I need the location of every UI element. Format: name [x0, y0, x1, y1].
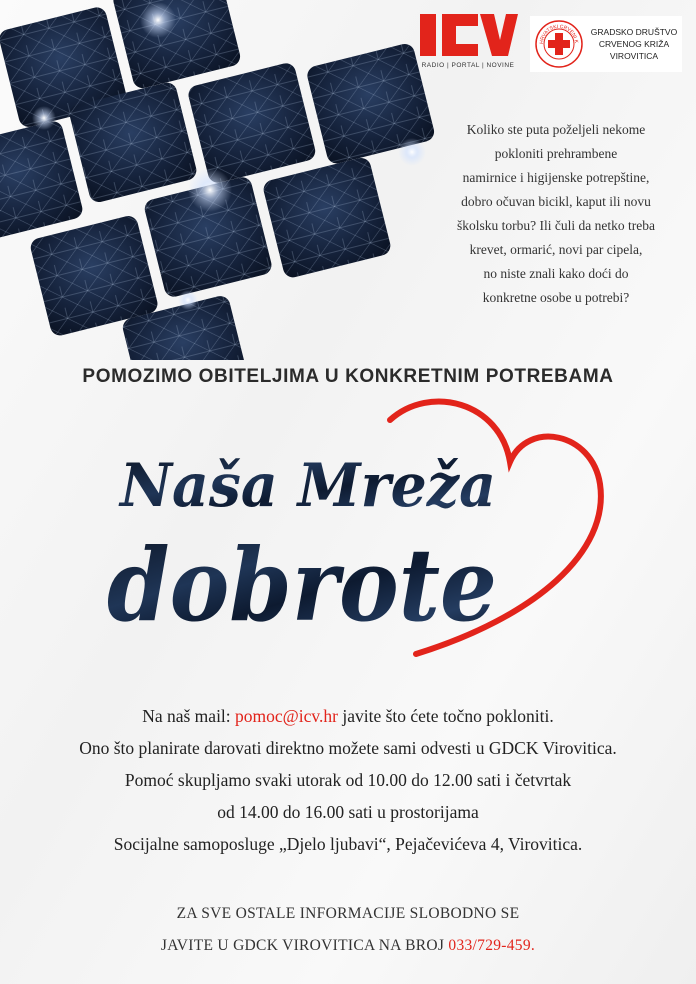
title-line-2: dobrote [107, 526, 497, 644]
red-cross-seal-text: HRVATSKI CRVENI K [538, 23, 580, 45]
headline: POMOZIMO OBITELJIMA U KONKRETNIM POTREBAMA [82, 366, 614, 387]
icv-tagline: RADIO | PORTAL | NOVINE [421, 62, 515, 69]
red-cross-name [588, 26, 680, 62]
contact-footer [0, 898, 696, 962]
body-line-2: Ono što planirate darovati direktno možete sami odvesti u GDCK Virovitica. [79, 738, 617, 758]
network-tiles-graphic [0, 0, 460, 360]
campaign-title [80, 440, 540, 650]
red-cross-icon [534, 19, 584, 69]
phone-number[interactable]: 033/729-459. [448, 937, 536, 954]
intro-line: no niste znali kako doći do [483, 266, 629, 281]
icv-logo [418, 14, 518, 76]
info-body [0, 700, 696, 860]
body-line-3: Pomoć skupljamo svaki utorak od 10.00 do 12.00 sati i četvrtak [124, 770, 572, 790]
intro-line: konkretne osobe u potrebi? [482, 290, 630, 305]
body-line1-suffix: javite što ćete točno pokloniti. [337, 706, 554, 726]
body-line1-prefix: Na naš mail: [142, 706, 236, 726]
footer-line-1: ZA SVE OSTALE INFORMACIJE SLOBODNO SE [176, 905, 520, 922]
footer-line2-prefix: JAVITE U GDCK VIROVITICA NA BROJ [160, 937, 449, 954]
body-line-email [0, 700, 696, 732]
email-link[interactable]: pomoc@icv.hr [235, 706, 338, 726]
red-cross-name-line2: CRVENOG KRIŽA [598, 39, 670, 49]
intro-line: pokloniti prehrambene [494, 146, 618, 161]
red-cross-logo [530, 16, 682, 72]
footer-line-2 [0, 930, 696, 962]
red-cross-name-line1: GRADSKO DRUŠTVO [590, 27, 678, 37]
intro-line: krevet, ormarić, novi par cipela, [469, 242, 643, 257]
intro-line: namirnice i higijenske potrepštine, [462, 170, 650, 185]
intro-line: dobro očuvan bicikl, kaput ili novu [461, 194, 651, 209]
intro-line: Koliko ste puta poželjeli nekome [466, 122, 646, 137]
title-line-1: Naša Mreža [118, 451, 496, 521]
intro-paragraph [438, 118, 674, 310]
intro-line: školsku torbu? Ili čuli da netko treba [457, 218, 655, 233]
body-line-5: Socijalne samoposluge „Djelo ljubavi“, Pejačevićeva 4, Virovitica. [113, 834, 583, 854]
icv-logo-mark [418, 14, 518, 60]
body-line-4: od 14.00 do 16.00 sati u prostorijama [217, 802, 479, 822]
red-cross-name-line3: VIROVITICA [609, 51, 659, 61]
